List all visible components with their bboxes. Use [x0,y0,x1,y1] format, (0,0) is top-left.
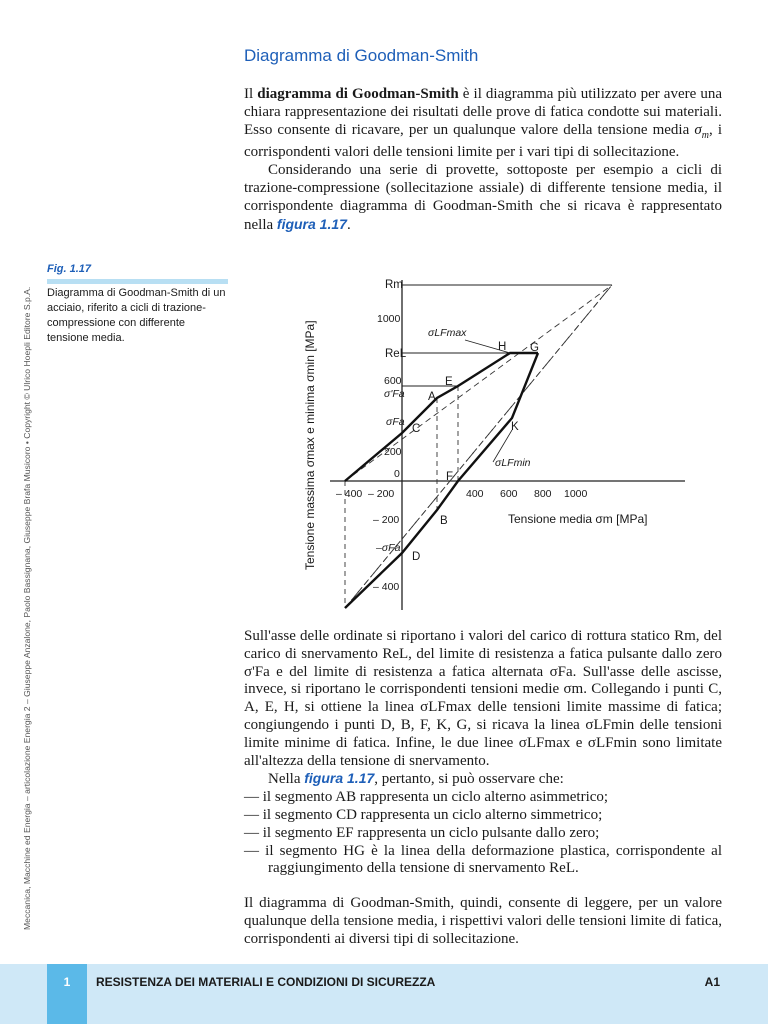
neg-sfa-label: –σFa [376,542,401,554]
sigma-lfmax-label: σLFmax [428,327,467,339]
point-b: B [440,515,448,527]
sigma-lfmin-label: σLFmin [495,457,531,469]
footer-band [0,964,768,1024]
x-axis-title: Tensione media σm [MPa] [508,512,648,526]
body-paragraph-3: Sull'asse delle ordinate si riportano i valori del carico di rottura statico Rm, del carico di snervamento ReL, del limite di resistenza a fatica pulsante dallo zero σ'Fa e del limite di resistenza a fatica alternata σFa. Sull'asse delle ascisse, invece, si riportano le corrispondenti tensioni medie σm. Collegando i punti C, A, E, H, si ottiene la linea σLFmax delle tensioni limite massime di fatica; congiungendo i punti D, B, F, K, G, si ricava la linea σLFmin delle tensioni limite minime di fatica. Infine, le due linee σLFmax e σLFmin sono limitate all'altezza della tensione di snervamento. [244,628,722,769]
point-k: K [511,421,519,433]
footer-page-block [47,964,87,1024]
x-tick: – 200 [368,488,395,500]
page-number: 1 [63,975,71,989]
figure-caption-text: Diagramma di Goodman-Smith di un acciaio, riferito a cicli di trazione-compressione con differente tensione media. [47,287,226,344]
figure-caption [47,262,228,346]
side-copyright-note: Meccanica, Macchine ed Energia – articolazione Energia 2 – Giuseppe Anzalone, Paolo Bassignana, Giuseppe Brafa Musicoro • Copyright © Ulrico Hoepli Editore S.p.A. [22,286,32,930]
y-tick: 0 [394,468,400,480]
x-tick: – 400 [336,488,363,500]
list-item: — il segmento HG è la linea della deformazione plastica, corrispondente al raggiungimento della tensione di snervamento ReL. [244,842,722,877]
figure-link[interactable]: figura 1.17 [276,215,347,232]
list-item: — il segmento CD rappresenta un ciclo alterno simmetrico; [244,806,603,823]
chapter-code: A1 [704,975,720,989]
y-axis-title: Tensione massima σmax e minima σmin [MPa] [303,320,317,570]
y-tick: 1000 [377,313,401,325]
x-tick: 800 [534,488,552,500]
figure-link[interactable]: figura 1.17 [304,770,375,787]
y-tick: – 400 [373,581,400,593]
y-tick: 200 [384,446,402,458]
body-text [244,628,722,949]
section-title: Diagramma di Goodman-Smith [244,46,479,65]
x-tick: 600 [500,488,518,500]
point-h: H [498,341,507,353]
intro-paragraph-2: Considerando una serie di provette, sottoposte per esempio a cicli di trazione-compressione (sollecitazione assiale) di differente tensione media, il corrispondente diagramma di Goodman-Smith che si ricava è rappresentato nella figura 1.17. [244,162,722,233]
sfa-prime-label: σ'Fa [384,388,405,400]
bold-term: diagramma di Goodman-Smith [257,86,459,102]
observation-list [244,789,722,878]
sfa-label: σFa [386,416,405,428]
x-tick: 1000 [564,488,588,500]
point-e: E [445,376,453,388]
goodman-smith-diagram [290,270,690,620]
point-g: G [530,342,539,354]
body-paragraph-4: Nella figura 1.17, pertanto, si può osservare che: [268,770,564,788]
intro-paragraph-1: Il diagramma di Goodman-Smith è il diagramma più utilizzato per avere una chiara rappresentazione dei risultati delle prove di fatica condotte sui materiali. Esso consente di ricavare, per un qualunque valore della tensione media $\sigma_m$, i corrispondenti valori delle tensioni limite per i vari tipi di sollecitazione. [244,86,722,161]
y-tick: – 200 [373,514,400,526]
y-tick: 600 [384,375,402,387]
point-d: D [412,551,421,563]
body-paragraph-5: Il diagramma di Goodman-Smith, quindi, consente di leggere, per un valore qualunque della tensione media, i rispettivi valori delle tensioni limite di fatica, corrispondenti ai diversi tipi di sollecitazione. [244,895,722,947]
intro-text [244,86,722,234]
figure-label: Fig. 1.17 [47,262,228,284]
list-item: — il segmento EF rappresenta un ciclo pulsante dallo zero; [244,824,600,841]
rm-label: Rm [385,279,403,291]
rel-label: ReL [385,348,407,360]
point-f: F [446,471,454,483]
point-c: C [412,423,421,435]
chapter-title: RESISTENZA DEI MATERIALI E CONDIZIONI DI SICUREZZA [96,975,436,989]
point-a: A [428,391,436,403]
list-item: — il segmento AB rappresenta un ciclo alterno asimmetrico; [244,789,609,806]
x-tick: 400 [466,488,484,500]
